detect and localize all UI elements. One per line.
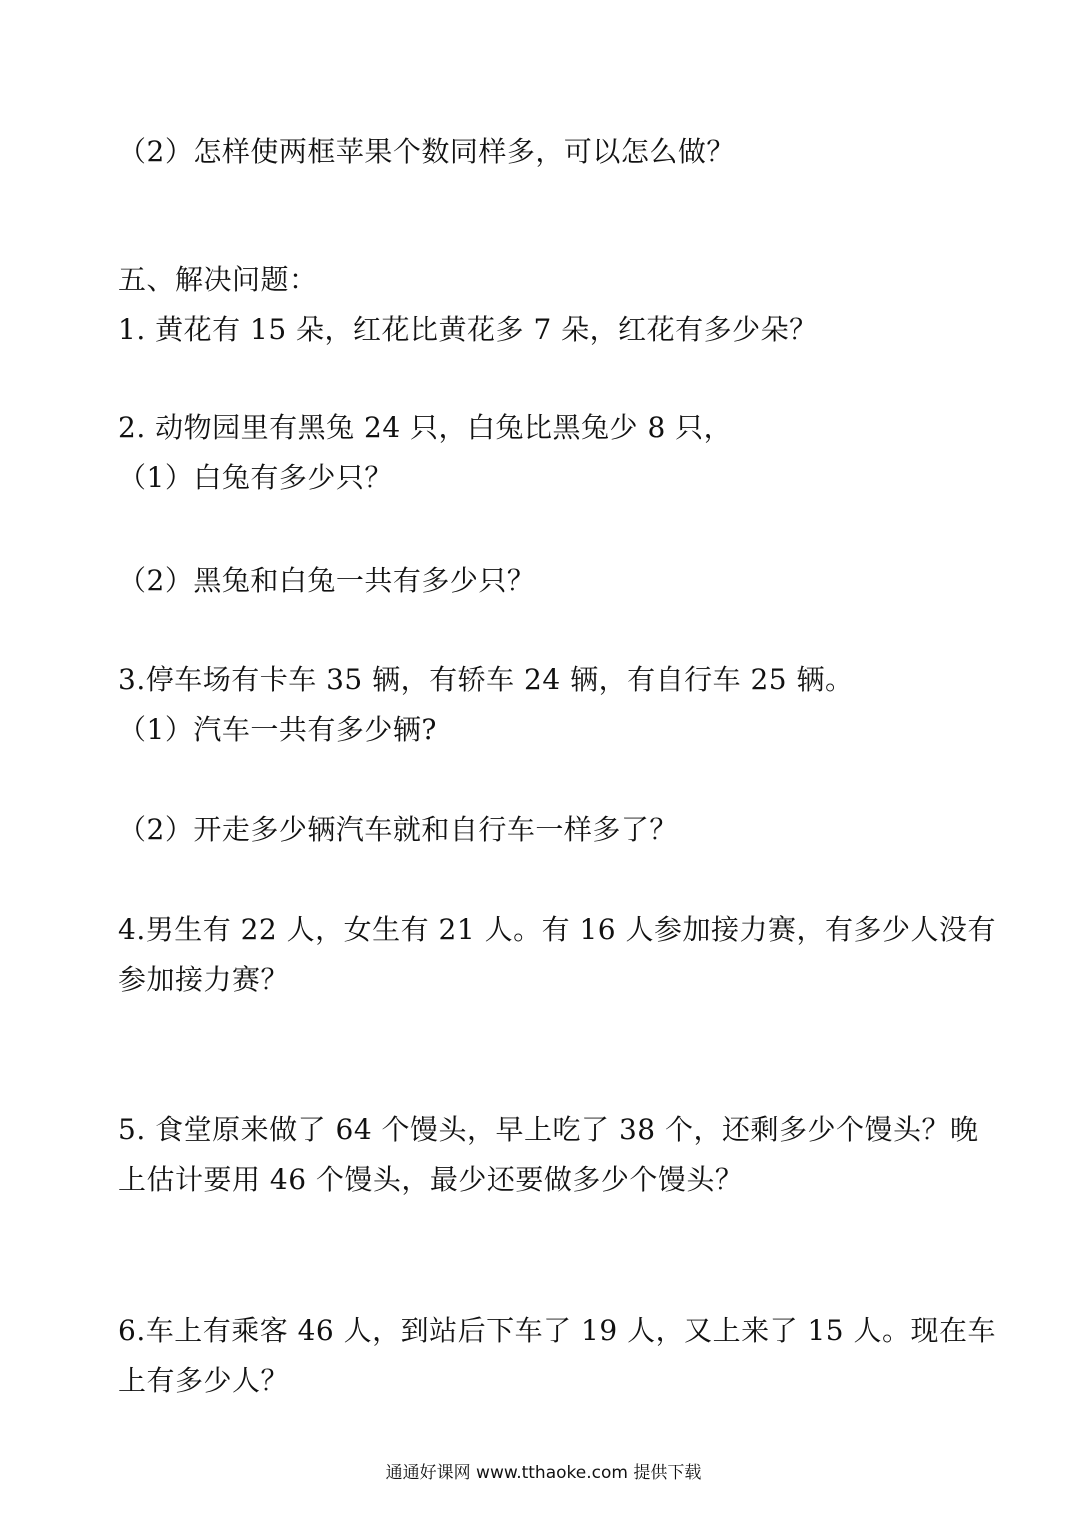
problem-3-part-2: （2）开走多少辆汽车就和自行车一样多了？ bbox=[118, 813, 678, 846]
problem-2-part-1: （1）白兔有多少只？ bbox=[118, 461, 393, 494]
problem-3: 3.停车场有卡车 35 辆，有轿车 24 辆，有自行车 25 辆。 bbox=[118, 663, 854, 696]
problem-6-line-2: 上有多少人？ bbox=[118, 1364, 290, 1397]
question-4-part-2: （2）怎样使两框苹果个数同样多，可以怎么做？ bbox=[118, 135, 735, 168]
problem-5-line-1: 5. 食堂原来做了 64 个馒头，早上吃了 38 个，还剩多少个馒头？晚 bbox=[118, 1113, 979, 1146]
problem-3-part-1: （1）汽车一共有多少辆? bbox=[118, 713, 437, 746]
problem-2-part-2: （2）黑兔和白兔一共有多少只？ bbox=[118, 564, 536, 597]
problem-1: 1. 黄花有 15 朵，红花比黄花多 7 朵，红花有多少朵？ bbox=[118, 313, 818, 346]
problem-5-line-2: 上估计要用 46 个馒头，最少还要做多少个馒头？ bbox=[118, 1163, 744, 1196]
problem-4-line-2: 参加接力赛？ bbox=[118, 963, 290, 996]
problem-4-line-1: 4.男生有 22 人，女生有 21 人。有 16 人参加接力赛，有多少人没有 bbox=[118, 913, 997, 946]
problem-6-line-1: 6.车上有乘客 46 人，到站后下车了 19 人，又上来了 15 人。现在车 bbox=[118, 1314, 997, 1347]
problem-2: 2. 动物园里有黑兔 24 只，白兔比黑兔少 8 只， bbox=[118, 411, 733, 444]
page-footer: 通通好课网 www.tthaoke.com 提供下载 bbox=[385, 1463, 702, 1483]
section-heading-solve-problems: 五、解决问题： bbox=[118, 263, 318, 296]
